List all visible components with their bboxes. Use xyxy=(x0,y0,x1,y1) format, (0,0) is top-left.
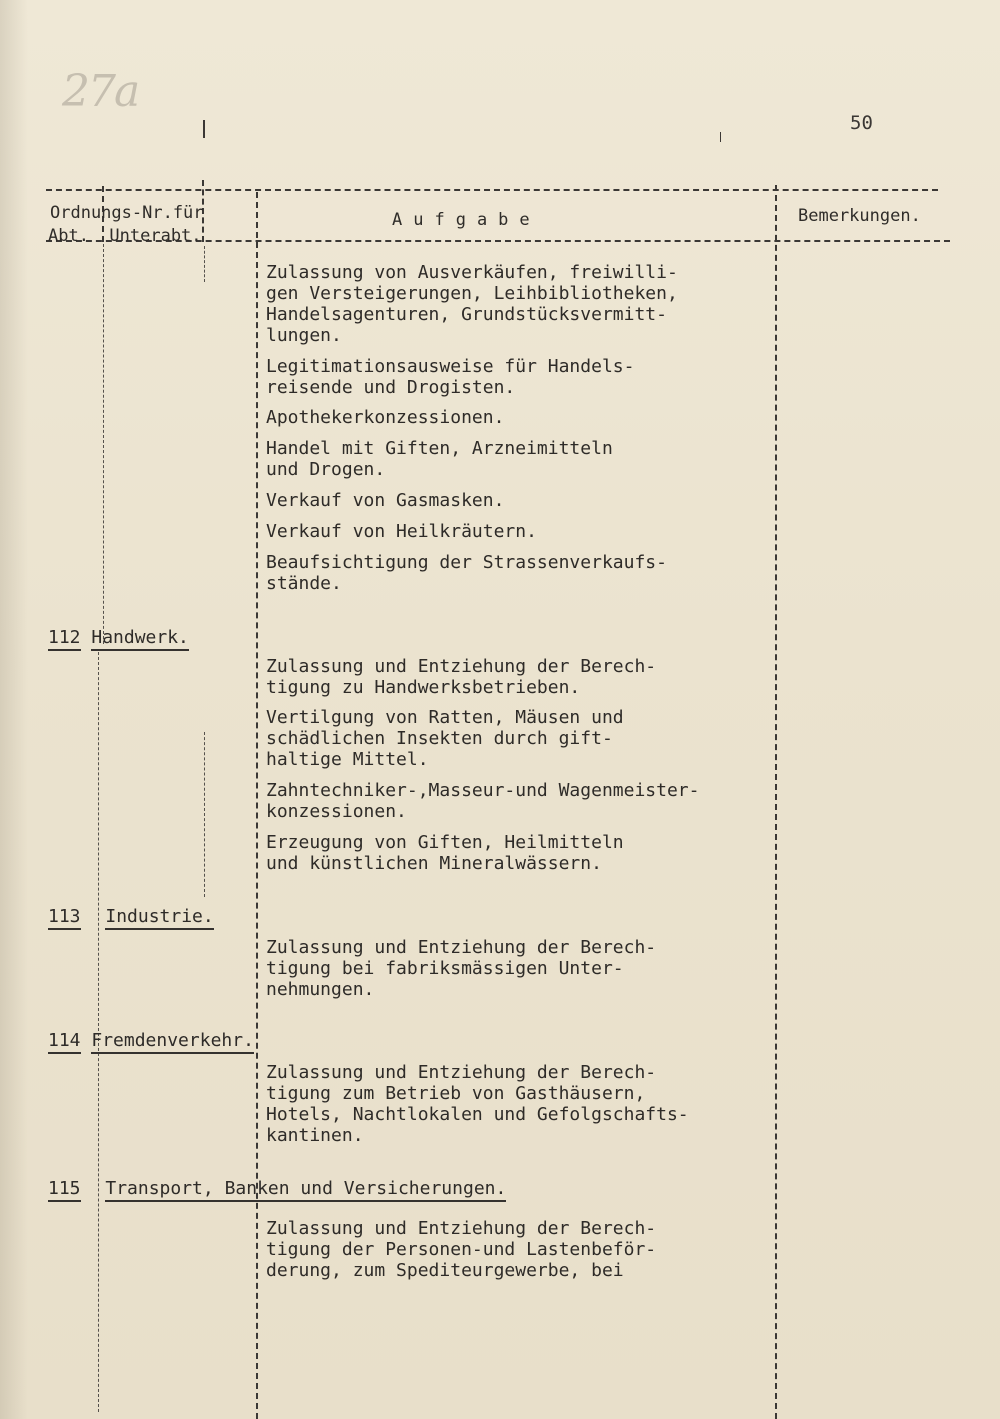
task-entry: Zulassung und Entziehung der Berech- tigung zum Betrieb von Gasthäusern, Hotels, Nachtlokalen und Gefolgschafts- kantinen. xyxy=(266,1062,689,1146)
task-entry: Vertilgung von Ratten, Mäusen und schädlichen Insekten durch gift- haltige Mittel. xyxy=(266,707,624,770)
section-112 xyxy=(48,627,189,648)
page-edge-shadow xyxy=(0,0,28,1419)
column-divider-aufgabe xyxy=(256,192,258,1419)
table-top-rule xyxy=(46,189,938,191)
task-entry: Verkauf von Heilkräutern. xyxy=(266,521,537,542)
section-title: Fremdenverkehr. xyxy=(91,1030,254,1054)
task-entry: Verkauf von Gasmasken. xyxy=(266,490,505,511)
margin-tick xyxy=(720,132,721,142)
header-aufgabe: Aufgabe xyxy=(392,210,541,230)
header-abt-unterabt-text: Abt. Unterabt. xyxy=(48,226,202,246)
page-number: 50 xyxy=(850,112,873,134)
section-number: 113 xyxy=(48,906,81,930)
section-number: 114 xyxy=(48,1030,81,1054)
section-number: 115 xyxy=(48,1178,81,1202)
section-114 xyxy=(48,1030,254,1051)
task-entry: Apothekerkonzessionen. xyxy=(266,407,505,428)
section-113 xyxy=(48,906,214,927)
section-115 xyxy=(48,1178,506,1199)
column-divider-unterabt-lower xyxy=(204,732,205,897)
task-entry: Beaufsichtigung der Strassenverkaufs- stände. xyxy=(266,552,667,594)
task-entry: Zulassung und Entziehung der Berech- tigung zu Handwerksbetrieben. xyxy=(266,656,657,698)
header-ordnungs-nr: Ordnungs-Nr.für xyxy=(50,203,204,223)
section-title: Transport, Banken und Versicherungen. xyxy=(105,1178,506,1202)
margin-tick xyxy=(203,120,205,138)
task-entry: Zahntechniker-,Masseur-und Wagenmeister- konzessionen. xyxy=(266,780,700,822)
header-abt-unterabt xyxy=(48,226,202,246)
handwritten-page-number: 27a xyxy=(62,66,139,117)
task-entry: Zulassung und Entziehung der Berech- tigung der Personen-und Lastenbeför- derung, zum Speditеurgewerbe, bei xyxy=(266,1218,657,1281)
section-title: Industrie. xyxy=(105,906,213,930)
task-entry: Zulassung von Ausverkäufen, freiwilli- gen Versteigerungen, Leihbibliotheken, Handelsagenturen, Grundstücksvermitt- lungen. xyxy=(266,262,678,346)
header-bemerkungen: Bemerkungen. xyxy=(798,206,921,226)
task-entry: Zulassung und Entziehung der Berech- tigung bei fabriksmässigen Unter- nehmungen. xyxy=(266,937,657,1000)
section-title: Handwerk. xyxy=(91,627,189,651)
task-entry: Handel mit Giften, Arzneimitteln und Drogen. xyxy=(266,438,613,480)
section-number: 112 xyxy=(48,627,81,651)
task-entry: Legitimationsausweise für Handels- reisende und Drogisten. xyxy=(266,356,635,398)
column-divider-abt xyxy=(103,244,104,644)
task-entry: Erzeugung von Giften, Heilmitteln und künstlichen Mineralwässern. xyxy=(266,832,624,874)
column-divider-unterabt xyxy=(204,246,205,282)
